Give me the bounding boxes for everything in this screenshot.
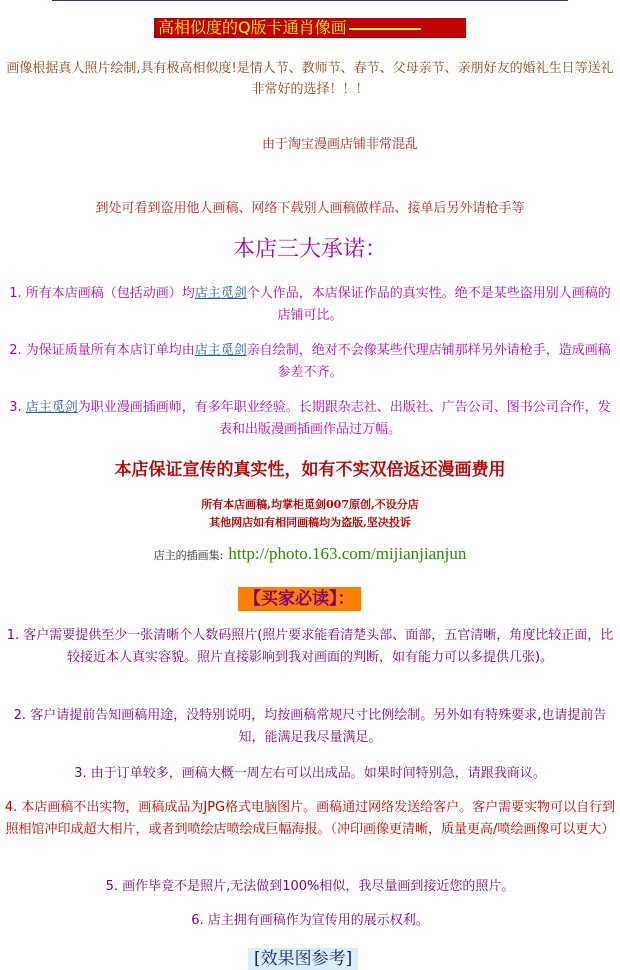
top-divider [52, 0, 568, 1]
promise-item-3 [4, 397, 616, 441]
title-dash [349, 28, 421, 30]
copyright-line-2: 其他网店如有相同画稿均为盗版,坚决投诉 [209, 516, 411, 529]
album-label: 店主的插画集: [153, 549, 224, 562]
guarantee-text: 本店保证宣传的真实性，如有不实双倍返还漫画费用 [114, 460, 506, 480]
rule-item-3: 3. 由于订单较多，画稿大概一周左右可以出成品。如果时间特别急，请跟我商议。 [74, 766, 546, 781]
page-title-text: 高相似度的Q版卡通肖像画 [158, 18, 347, 37]
copyright-line-1: 所有本店画稿,均掌柜觅剑007原创,不设分店 [201, 498, 419, 511]
notice-line-1 [0, 133, 620, 152]
promise-1-before: 1. 所有本店画稿（包括动画）均 [9, 286, 195, 301]
notice-line-2: 到处可看到盗用他人画稿、网络下载别人画稿做样品、接单后另外请枪手等 [95, 201, 525, 216]
promise-item-1 [4, 283, 616, 327]
owner-link[interactable]: 店主觅剑 [194, 286, 247, 301]
promise-item-2 [4, 340, 616, 384]
rule-item-2: 2. 客户请提前告知画稿用途，没特别说明，均按画稿常规尺寸比例绘制。另外如有特殊要求,也请提前告知，能满足我尽量满足。 [13, 708, 607, 745]
rule-item-5: 5. 画作毕竟不是照片,无法做到100%相似，我尽量画到接近您的照片。 [105, 879, 515, 894]
rule-item-1: 1. 客户需要提供至少一张清晰个人数码照片(照片要求能看清楚头部、面部，五官清晰，角度比较正面，比较接近本人真实容貌。照片直接影响到我对画面的判断，如有能力可以多提供几张)。 [6, 628, 614, 665]
album-url-link[interactable]: http://photo.163.com/mijianjianjun [228, 544, 467, 563]
rule-item-6: 6. 店主拥有画稿作为宣传用的展示权利。 [191, 913, 429, 928]
promise-1-after: 个人作品，本店保证作品的真实性。绝不是某些盗用别人画稿的店铺可比。 [246, 286, 611, 323]
promise-2-after: 亲自绘制，绝对不会像某些代理店铺那样另外请枪手，造成画稿参差不齐。 [246, 343, 611, 380]
owner-link[interactable]: 店主觅剑 [25, 400, 78, 415]
rule-item-4: 4. 本店画稿不出实物，画稿成品为JPG格式电脑图片。画稿通过网络发送给客户。客户需要实物可以自行到照相馆冲印成超大相片，或者到喷绘店喷绘成巨幅海报。（冲印画像更清晰，质量更高/喷绘画像可以更大） [4, 800, 616, 837]
album-row [0, 544, 620, 564]
buyer-notice-badge: 【买家必读】： [238, 587, 361, 611]
reference-badge: [效果图参考] [248, 948, 358, 970]
owner-link[interactable]: 店主觅剑 [194, 343, 247, 358]
promises-heading: 本店三大承诺： [232, 237, 387, 262]
promise-3-before: 3. [9, 400, 26, 415]
notice-line-1-text: 由于淘宝漫画店铺非常混乱 [261, 137, 418, 152]
promise-2-before: 2. 为保证质量所有本店订单均由 [9, 343, 195, 358]
page-title [154, 18, 466, 38]
intro-text: 画像根据真人照片绘制,具有极高相似度!是情人节、教师节、春节、父母亲节、亲朋好友的婚礼生日等送礼非常好的选择！！！ [6, 61, 614, 97]
promise-3-after: 为职业漫画插画师，有多年职业经验。长期跟杂志社、出版社、广告公司、图书公司合作，发表和出版漫画插画作品过万幅。 [77, 400, 611, 437]
